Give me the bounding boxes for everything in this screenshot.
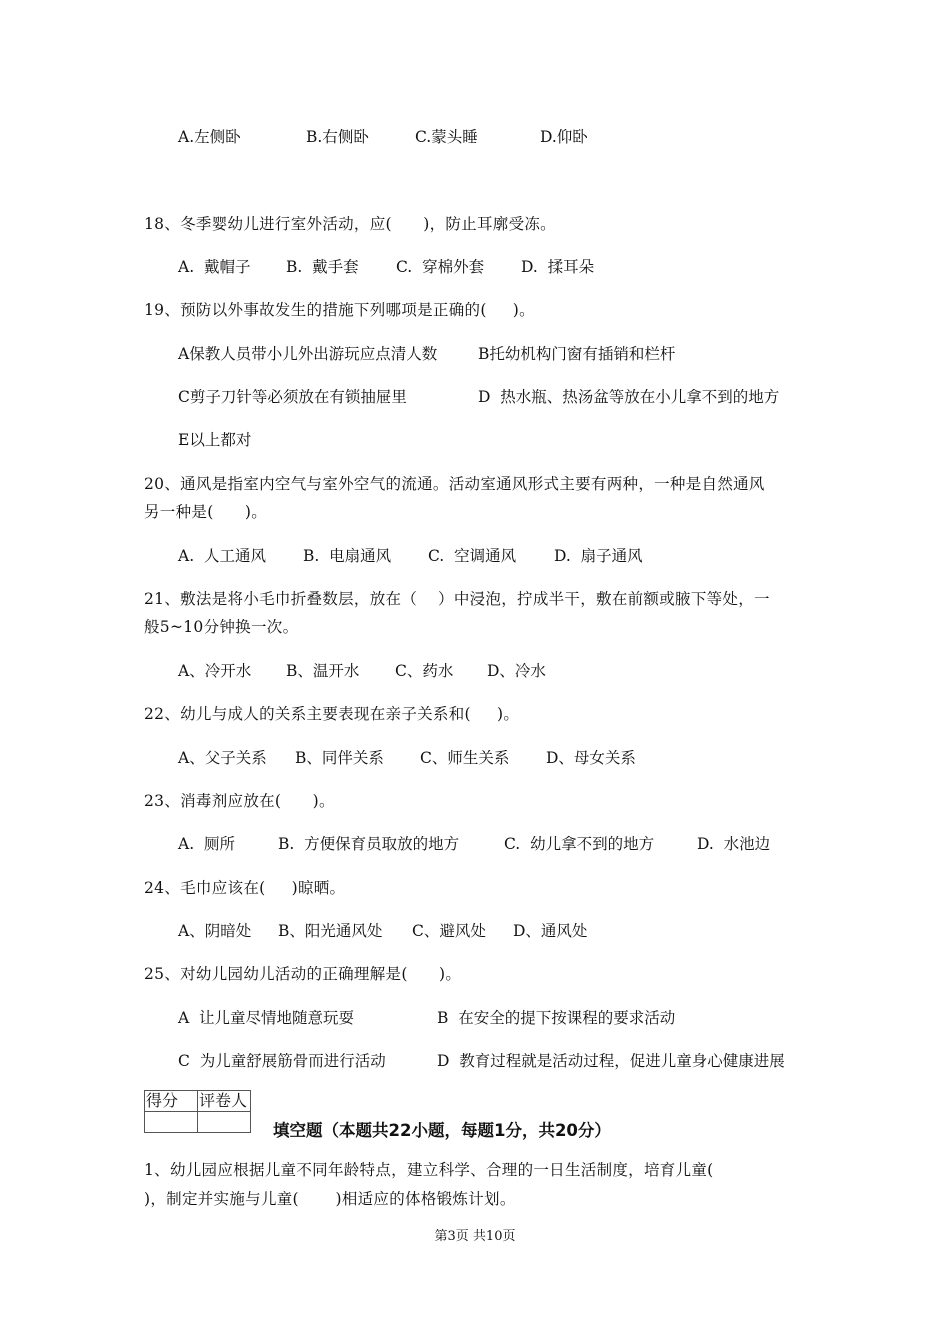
q21-option-d: D、冷水	[487, 662, 546, 680]
q23-option-a: A. 厕所	[178, 835, 235, 853]
grader-cell	[198, 1112, 251, 1133]
q23-option-b: B. 方便保育员取放的地方	[278, 835, 460, 853]
q19-option-a: A保教人员带小儿外出游玩应点清人数	[178, 345, 438, 363]
q22-stem: 22、幼儿与成人的关系主要表现在亲子关系和( )。	[144, 705, 520, 723]
q19-stem: 19、预防以外事故发生的措施下列哪项是正确的( )。	[144, 301, 535, 319]
fill1-line1: 1、幼儿园应根据儿童不同年龄特点，建立科学、合理的一日生活制度，培育儿童(	[144, 1161, 714, 1179]
score-cell	[145, 1112, 198, 1133]
section-title: 填空题（本题共22小题，每题1分，共20分）	[273, 1121, 611, 1140]
q22-option-a: A、父子关系	[178, 749, 267, 767]
q17-option-a: A.左侧卧	[178, 128, 241, 146]
page-number: 第3页 共10页	[434, 1229, 516, 1244]
q18-option-a: A. 戴帽子	[178, 258, 251, 276]
q17-option-b: B.右侧卧	[306, 128, 369, 146]
q17-option-d: D.仰卧	[540, 128, 588, 146]
q18-stem: 18、冬季婴幼儿进行室外活动，应( )，防止耳廓受冻。	[144, 215, 556, 233]
q19-option-c: C剪子刀针等必须放在有锁抽屉里	[178, 388, 407, 406]
q22-option-d: D、母女关系	[546, 749, 636, 767]
q17-option-c: C.蒙头睡	[415, 128, 478, 146]
grader-header: 评卷人	[198, 1091, 251, 1112]
q24-option-b: B、阳光通风处	[278, 922, 383, 940]
q25-option-a: A 让儿童尽情地随意玩耍	[178, 1009, 355, 1027]
q19-option-e: E以上都对	[178, 431, 252, 449]
q18-option-d: D. 揉耳朵	[521, 258, 595, 276]
q21-option-a: A、冷开水	[178, 662, 252, 680]
q21-option-c: C、药水	[395, 662, 454, 680]
q24-stem: 24、毛巾应该在( )晾晒。	[144, 879, 346, 897]
fill1-line2: )，制定并实施与儿童( )相适应的体格锻炼计划。	[144, 1190, 516, 1208]
q23-option-d: D. 水池边	[697, 835, 771, 853]
q25-option-d: D 教育过程就是活动过程，促进儿童身心健康进展	[437, 1052, 785, 1070]
q22-option-c: C、师生关系	[420, 749, 510, 767]
q20-stem-line2: 另一种是( )。	[144, 503, 268, 521]
q25-option-b: B 在安全的提下按课程的要求活动	[437, 1009, 676, 1027]
q18-option-c: C. 穿棉外套	[396, 258, 485, 276]
q25-stem: 25、对幼儿园幼儿活动的正确理解是( )。	[144, 965, 462, 983]
q22-option-b: B、同伴关系	[295, 749, 384, 767]
q20-stem-line1: 20、通风是指室内空气与室外空气的流通。活动室通风形式主要有两种，一种是自然通风	[144, 475, 765, 493]
q20-option-b: B. 电扇通风	[303, 547, 392, 565]
q24-option-d: D、通风处	[513, 922, 588, 940]
q24-option-c: C、避风处	[412, 922, 486, 940]
score-table	[144, 1090, 251, 1133]
q20-option-d: D. 扇子通风	[554, 547, 643, 565]
q21-option-b: B、温开水	[286, 662, 360, 680]
q23-option-c: C. 幼儿拿不到的地方	[504, 835, 655, 853]
score-header: 得分	[145, 1091, 198, 1112]
q20-option-a: A. 人工通风	[178, 547, 266, 565]
q23-stem: 23、消毒剂应放在( )。	[144, 792, 335, 810]
q25-option-c: C 为儿童舒展筋骨而进行活动	[178, 1052, 386, 1070]
q24-option-a: A、阴暗处	[178, 922, 252, 940]
q21-stem-line1: 21、敷法是将小毛巾折叠数层，放在（ ）中浸泡，拧成半干，敷在前额或腋下等处，一	[144, 590, 770, 608]
q18-option-b: B. 戴手套	[286, 258, 359, 276]
q19-option-b: B托幼机构门窗有插销和栏杆	[478, 345, 676, 363]
q20-option-c: C. 空调通风	[428, 547, 517, 565]
q21-stem-line2: 般5~10分钟换一次。	[144, 618, 299, 636]
q19-option-d: D 热水瓶、热汤盆等放在小儿拿不到的地方	[478, 388, 780, 406]
